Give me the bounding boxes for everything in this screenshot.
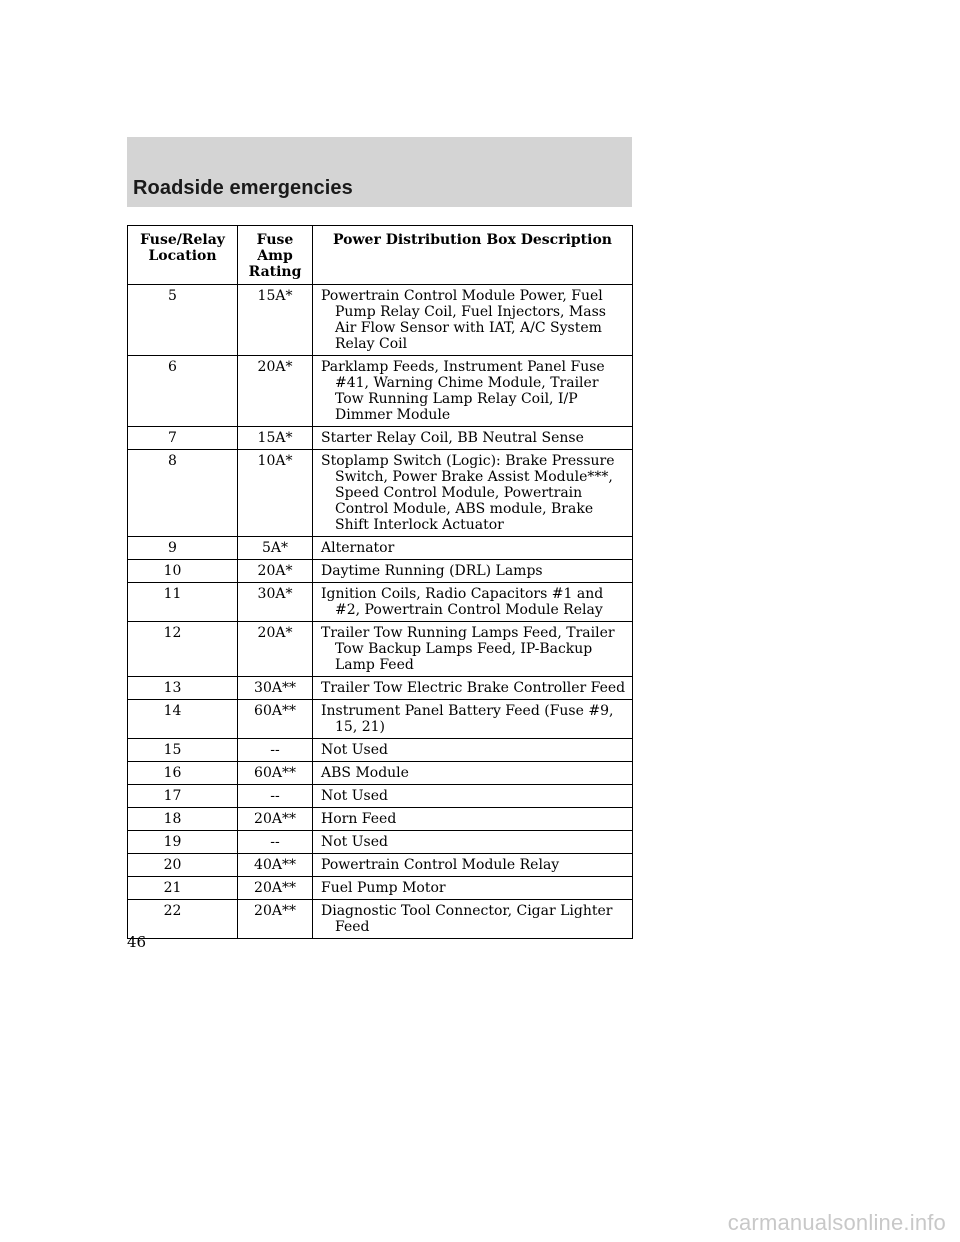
column-header-location: Fuse/Relay Location [128, 226, 238, 285]
table-row [128, 677, 633, 700]
fuse-rating-cell: 10A* [238, 450, 313, 537]
fuse-description-cell: Ignition Coils, Radio Capacitors #1 and #2, Powertrain Control Module Relay [313, 583, 633, 622]
fuse-rating-cell: 60A** [238, 700, 313, 739]
table-row [128, 785, 633, 808]
fuse-location-cell: 6 [128, 356, 238, 427]
fuse-description-cell: Instrument Panel Battery Feed (Fuse #9, 15, 21) [313, 700, 633, 739]
fuse-location-cell: 11 [128, 583, 238, 622]
table-row [128, 537, 633, 560]
table-row [128, 285, 633, 356]
fuse-rating-cell: 40A** [238, 854, 313, 877]
fuse-description-cell: ABS Module [313, 762, 633, 785]
table-header-row [128, 226, 633, 285]
section-header-band [127, 137, 632, 207]
fuse-location-cell: 18 [128, 808, 238, 831]
table-row [128, 427, 633, 450]
fuse-description-cell: Powertrain Control Module Relay [313, 854, 633, 877]
fuse-location-cell: 8 [128, 450, 238, 537]
fuse-description-cell: Not Used [313, 739, 633, 762]
fuse-rating-cell: -- [238, 739, 313, 762]
fuse-location-cell: 13 [128, 677, 238, 700]
fuse-location-cell: 14 [128, 700, 238, 739]
page-number: 46 [127, 933, 147, 951]
fuse-rating-cell: 20A* [238, 356, 313, 427]
table-row [128, 583, 633, 622]
fuse-location-cell: 15 [128, 739, 238, 762]
fuse-location-cell: 10 [128, 560, 238, 583]
fuse-description-cell: Diagnostic Tool Connector, Cigar Lighter Feed [313, 900, 633, 939]
fuse-description-cell: Trailer Tow Electric Brake Controller Feed [313, 677, 633, 700]
table-row [128, 700, 633, 739]
table-row [128, 739, 633, 762]
fuse-rating-cell: 5A* [238, 537, 313, 560]
fuse-rating-cell: -- [238, 785, 313, 808]
column-header-description: Power Distribution Box Description [313, 226, 633, 285]
fuse-location-cell: 7 [128, 427, 238, 450]
fuse-rating-cell: 20A** [238, 900, 313, 939]
fuse-location-cell: 20 [128, 854, 238, 877]
table-row [128, 831, 633, 854]
fuse-description-cell: Alternator [313, 537, 633, 560]
section-title: Roadside emergencies [133, 177, 353, 199]
fuse-description-cell: Fuel Pump Motor [313, 877, 633, 900]
fuse-rating-cell: 20A** [238, 808, 313, 831]
fuse-location-cell: 22 [128, 900, 238, 939]
fuse-location-cell: 16 [128, 762, 238, 785]
fuse-description-cell: Horn Feed [313, 808, 633, 831]
table-row [128, 877, 633, 900]
fuse-rating-cell: 15A* [238, 427, 313, 450]
fuse-rating-cell: 30A* [238, 583, 313, 622]
watermark: carmanualsonline.info [727, 1210, 946, 1235]
fuse-location-cell: 17 [128, 785, 238, 808]
fuse-location-cell: 12 [128, 622, 238, 677]
fuse-rating-cell: -- [238, 831, 313, 854]
fuse-description-cell: Not Used [313, 831, 633, 854]
fuse-rating-cell: 20A** [238, 877, 313, 900]
fuse-table [127, 225, 633, 939]
table-row [128, 356, 633, 427]
table-row [128, 808, 633, 831]
fuse-location-cell: 19 [128, 831, 238, 854]
fuse-location-cell: 21 [128, 877, 238, 900]
table-row [128, 450, 633, 537]
fuse-rating-cell: 60A** [238, 762, 313, 785]
fuse-rating-cell: 30A** [238, 677, 313, 700]
fuse-description-cell: Powertrain Control Module Power, Fuel Pump Relay Coil, Fuel Injectors, Mass Air Flow Sensor with IAT, A/C System Relay Coil [313, 285, 633, 356]
column-header-rating: Fuse Amp Rating [238, 226, 313, 285]
fuse-description-cell: Not Used [313, 785, 633, 808]
fuse-location-cell: 9 [128, 537, 238, 560]
fuse-rating-cell: 20A* [238, 622, 313, 677]
table-row [128, 622, 633, 677]
fuse-rating-cell: 15A* [238, 285, 313, 356]
table-body [128, 285, 633, 939]
fuse-description-cell: Daytime Running (DRL) Lamps [313, 560, 633, 583]
table-row [128, 560, 633, 583]
table-row [128, 854, 633, 877]
fuse-description-cell: Starter Relay Coil, BB Neutral Sense [313, 427, 633, 450]
fuse-description-cell: Trailer Tow Running Lamps Feed, Trailer Tow Backup Lamps Feed, IP-Backup Lamp Feed [313, 622, 633, 677]
table-row [128, 900, 633, 939]
table-row [128, 762, 633, 785]
fuse-description-cell: Stoplamp Switch (Logic): Brake Pressure Switch, Power Brake Assist Module***, Speed Control Module, Powertrain Control Module, ABS module, Brake Shift Interlock Actuator [313, 450, 633, 537]
fuse-description-cell: Parklamp Feeds, Instrument Panel Fuse #41, Warning Chime Module, Trailer Tow Running Lamp Relay Coil, I/P Dimmer Module [313, 356, 633, 427]
fuse-rating-cell: 20A* [238, 560, 313, 583]
fuse-location-cell: 5 [128, 285, 238, 356]
